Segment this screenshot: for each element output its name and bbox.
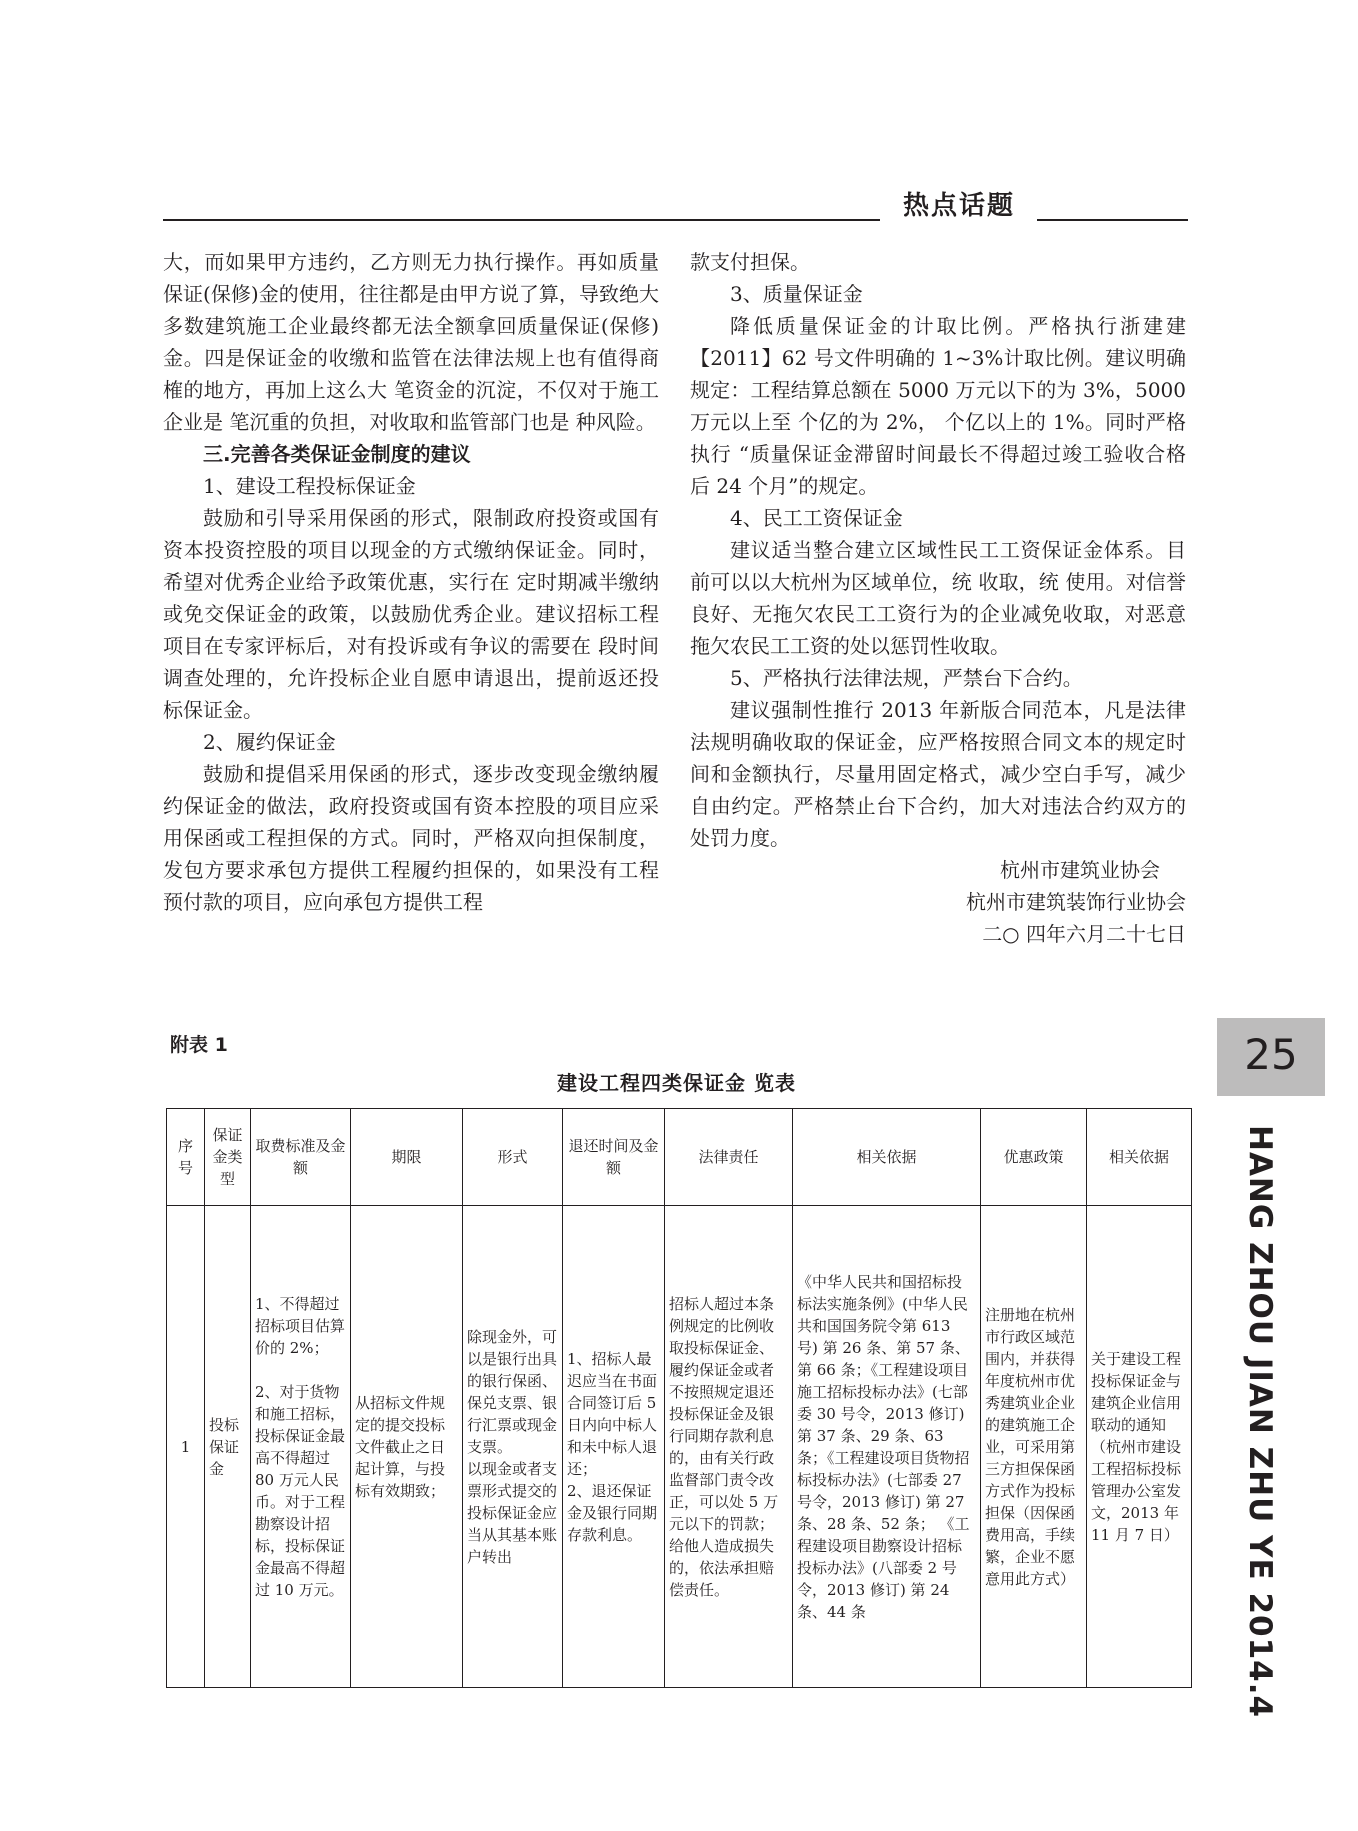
page-number: 25 [1244, 1030, 1298, 1079]
paragraph-heading: 3、质量保证金 [730, 282, 863, 306]
right-column [690, 246, 1186, 950]
table-cell: 招标人超过本条例规定的比例收取投标保证金、履约保证金或者不按照规定退还投标保证金及银行同期存款利息的，由有关行政监督部门责令改正，可以处 5 万元以下的罚款；给他人造成损失的，依法承担赔偿责任。 [665, 1206, 793, 1688]
left-column [163, 246, 659, 918]
signature-org-2: 杭州市建筑装饰行业协会 [966, 890, 1186, 914]
paragraph: 降低质量保证金的计取比例。严格执行浙建建【2011】62 号文件明确的 1~3%计取比例。建议明确规定：工程结算总额在 5000 万元以下的为 3%，5000 万元以上至 个亿的为 2%， 个亿以上的 1%。同时严格执行 “质量保证金滞留时间最长不得超过竣工验收合格后 24 个月”的规定。 [690, 314, 1186, 498]
column-header: 优惠政策 [981, 1109, 1087, 1206]
column-header: 序号 [167, 1109, 205, 1206]
section-header [163, 185, 1188, 225]
column-header: 形式 [463, 1109, 563, 1206]
column-header: 保证金类型 [205, 1109, 251, 1206]
appendix-label: 附表 1 [170, 1034, 228, 1056]
column-header: 相关依据 [793, 1109, 981, 1206]
column-header: 取费标准及金额 [251, 1109, 351, 1206]
signature-date: 二○ 四年六月二十七日 [982, 922, 1186, 946]
table-cell: 1、招标人最迟应当在书面合同签订后 5 日内向中标人和未中标人退还； 2、退还保证金及银行同期存款利息。 [563, 1206, 665, 1688]
table-title: 建设工程四类保证金 览表 [557, 1071, 796, 1095]
paragraph-heading: 4、民工工资保证金 [730, 506, 903, 530]
table-cell: 《中华人民共和国招标投标法实施条例》(中华人民共和国国务院令第 613 号) 第 26 条、第 57 条、第 66 条；《工程建设项目施工招标投标办法》(七部委 30 号令，2013 修订) 第 37 条、29 条、63 条；《工程建设项目货物招标投标办法》(七部委 27 号令，2013 修订) 第 27 条、28 条、52 条； 《工程建设项目勘察设计招标投标办法》(八部委 2 号令，2013 修订) 第 24 条、44 条 [793, 1206, 981, 1688]
paragraph: 建议强制性推行 2013 年新版合同范本，凡是法律法规明确收取的保证金，应严格按照合同文本的规定时间和金额执行，尽量用固定格式，减少空白手写，减少自由约定。严格禁止台下合约，加大对违法合约双方的处罚力度。 [690, 698, 1186, 850]
table-cell: 除现金外，可以是银行出具的银行保函、保兑支票、银行汇票或现金支票。 以现金或者支票形式提交的投标保证金应当从其基本账户转出 [463, 1206, 563, 1688]
paragraph: 建议适当整合建立区域性民工工资保证金体系。目前可以以大杭州为区域单位，统 收取，统 使用。对信誉良好、无拖欠农民工工资行为的企业减免收取，对恶意拖欠农民工工资的处以惩罚性收取。 [690, 538, 1186, 658]
paragraph: 鼓励和引导采用保函的形式，限制政府投资或国有资本投资控股的项目以现金的方式缴纳保证金。同时，希望对优秀企业给予政策优惠，实行在 定时期减半缴纳或免交保证金的政策，以鼓励优秀企业。建议招标工程项目在专家评标后，对有投诉或有争议的需要在 段时间调查处理的，允许投标企业自愿申请退出，提前返还投标保证金。 [163, 506, 659, 722]
subheading: 三.完善各类保证金制度的建议 [203, 442, 471, 466]
journal-title: HANG ZHOU JIAN ZHU YE 2014.4 [1242, 1125, 1278, 1719]
paragraph-heading: 1、建设工程投标保证金 [203, 474, 416, 498]
paragraph-heading: 5、严格执行法律法规，严禁台下合约。 [730, 666, 1083, 690]
column-header: 相关依据 [1087, 1109, 1192, 1206]
header-rule-right [1037, 219, 1188, 221]
table-header-row [167, 1109, 1192, 1206]
section-title: 热点话题 [902, 191, 1015, 221]
column-header: 退还时间及金额 [563, 1109, 665, 1206]
bond-table [166, 1108, 1192, 1688]
table-cell: 从招标文件规定的提交投标文件截止之日起计算，与投标有效期致； [351, 1206, 463, 1688]
paragraph: 款支付担保。 [690, 250, 810, 274]
paragraph: 鼓励和提倡采用保函的形式，逐步改变现金缴纳履约保证金的做法，政府投资或国有资本控股的项目应采用保函或工程担保的方式。同时，严格双向担保制度，发包方要求承包方提供工程履约担保的，如果没有工程预付款的项目，应向承包方提供工程 [163, 762, 659, 914]
table-cell: 关于建设工程投标保证金与建筑企业信用联动的通知（杭州市建设工程招标投标管理办公室发文，2013 年 11 月 7 日） [1087, 1206, 1192, 1688]
paragraph-heading: 2、履约保证金 [203, 730, 336, 754]
column-header: 期限 [351, 1109, 463, 1206]
table-cell: 注册地在杭州市行政区域范围内，并获得年度杭州市优秀建筑业企业的建筑施工企业，可采用第三方担保保函方式作为投标担保（因保函费用高，手续繁，企业不愿意用此方式） [981, 1206, 1087, 1688]
table-row [167, 1206, 1192, 1688]
paragraph: 大，而如果甲方违约，乙方则无力执行操作。再如质量保证(保修)金的使用，往往都是由甲方说了算，导致绝大多数建筑施工企业最终都无法全额拿回质量保证(保修)金。四是保证金的收缴和监管在法律法规上也有值得商榷的地方，再加上这么大 笔资金的沉淀，不仅对于施工企业是 笔沉重的负担，对收取和监管部门也是 种风险。 [163, 250, 659, 434]
column-header: 法律责任 [665, 1109, 793, 1206]
table-cell: 1 [167, 1206, 205, 1688]
signature-block [690, 854, 1186, 950]
table-cell: 投标保证金 [205, 1206, 251, 1688]
header-rule-left [163, 219, 880, 221]
table-cell: 1、不得超过招标项目估算价的 2%； 2、对于货物和施工招标，投标保证金最高不得超过 80 万元人民币。对于工程勘察设计招标，投标保证金最高不得超过 10 万元。 [251, 1206, 351, 1688]
signature-org-1: 杭州市建筑业协会 [1000, 858, 1160, 882]
